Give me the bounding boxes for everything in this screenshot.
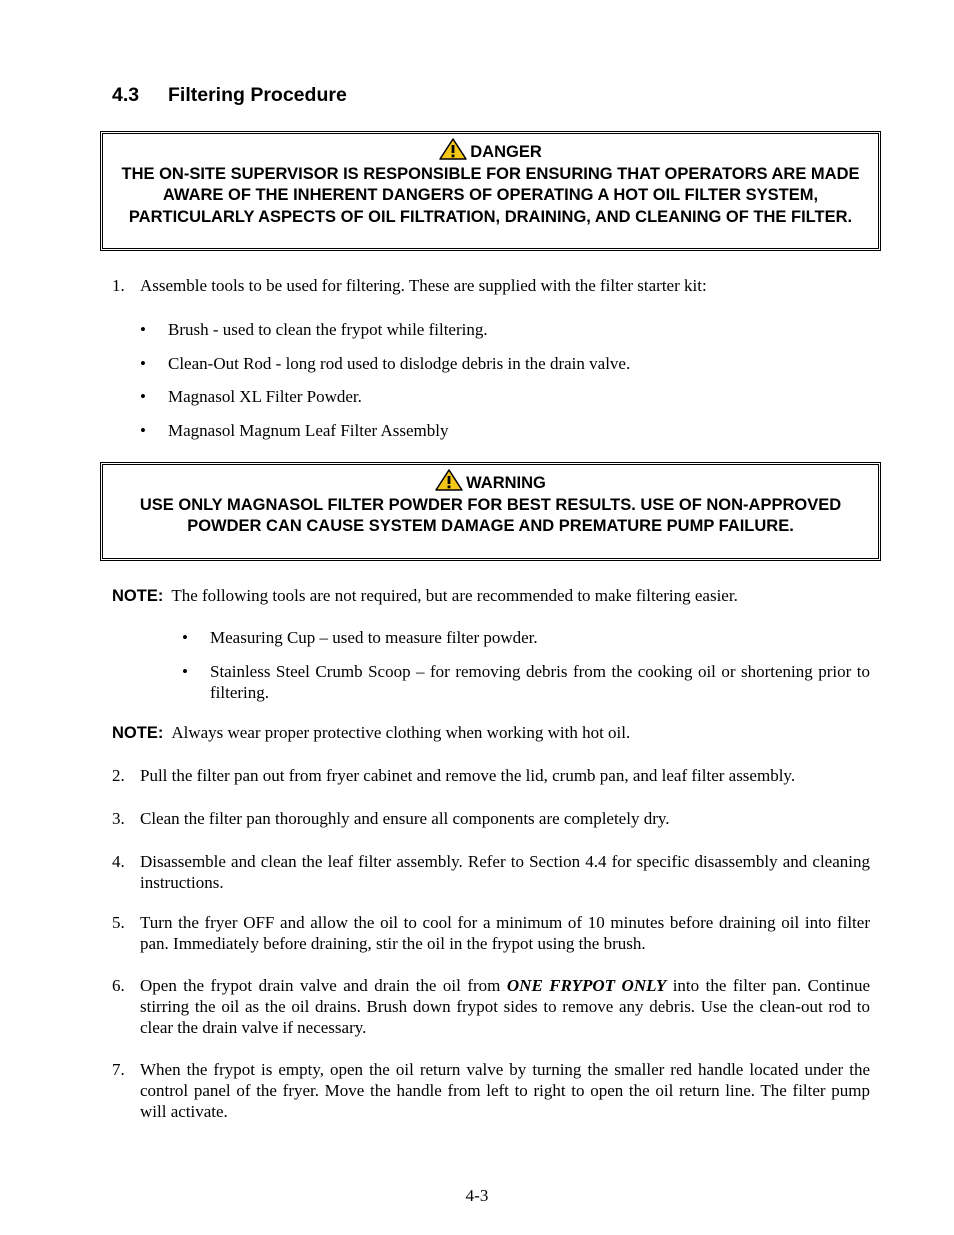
step-number: 4. [112, 852, 125, 871]
list-item [182, 661, 870, 703]
step-text: Disassemble and clean the leaf filter assembly. Refer to Section 4.4 for specific disassembly and cleaning instructions. [140, 852, 870, 892]
step-number: 7. [112, 1060, 125, 1079]
note-text: Always wear proper protective clothing when working with hot oil. [171, 723, 631, 742]
list-item [140, 420, 870, 441]
step-text-part: into the filter pan. Continue stirring the oil as the oil drains. Brush down frypot sides to remove any debris. Use the clean-out rod to clear the drain valve if necessary. [140, 976, 870, 1037]
section-title: Filtering Procedure [168, 84, 347, 106]
step-text: Clean the filter pan thoroughly and ensure all components are completely dry. [140, 809, 670, 828]
note-2 [112, 722, 870, 744]
danger-title: DANGER [470, 143, 542, 161]
bullet-icon: • [140, 354, 146, 373]
note-label: NOTE: [112, 587, 164, 605]
note-label: NOTE: [112, 724, 164, 742]
page-number: 4-3 [465, 1186, 489, 1205]
list-item [182, 627, 870, 648]
step-text: Assemble tools to be used for filtering. These are supplied with the filter starter kit: [140, 276, 707, 295]
bullet-icon: • [140, 387, 146, 406]
step-text: Pull the filter pan out from fryer cabinet and remove the lid, crumb pan, and leaf filter assembly. [140, 766, 796, 785]
list-item [140, 353, 870, 374]
step-3 [112, 808, 870, 829]
bullet-icon: • [182, 628, 188, 647]
note-1 [112, 585, 870, 607]
danger-text: THE ON-SITE SUPERVISOR IS RESPONSIBLE FOR ENSURING THAT OPERATORS ARE MADE AWARE OF THE INHERENT DANGERS OF OPERATING A HOT OIL FILTER SYSTEM, PARTICULARLY ASPECTS OF OIL FILTRATION, DRAINING, AND CLEANING OF THE FILTER. [121, 164, 860, 227]
warning-box [100, 462, 881, 561]
warning-text: USE ONLY MAGNASOL FILTER POWDER FOR BEST RESULTS. USE OF NON-APPROVED POWDER CAN CAUSE SYSTEM DAMAGE AND PREMATURE PUMP FAILURE. [139, 495, 842, 536]
danger-box [100, 131, 881, 251]
step-7 [112, 1059, 870, 1122]
warning-title: WARNING [466, 474, 546, 492]
list-item [140, 319, 870, 340]
danger-title-line [119, 138, 862, 164]
warning-triangle-icon [435, 469, 463, 491]
step-5 [112, 912, 870, 954]
step-emphasis: ONE FRYPOT ONLY [506, 976, 667, 995]
step-number: 3. [112, 809, 125, 828]
step-text-part: Open the frypot drain valve and drain the oil from [140, 976, 507, 995]
step-text: When the frypot is empty, open the oil return valve by turning the smaller red handle located under the control panel of the fryer. Move the handle from left to right to open the oil return line. The filter pump will activate. [140, 1060, 870, 1121]
step-text [140, 975, 870, 1038]
list-item [140, 386, 870, 407]
bullet-icon: • [140, 421, 146, 440]
list-item-text: Magnasol XL Filter Powder. [168, 387, 362, 406]
list-item-text: Clean-Out Rod - long rod used to dislodge debris in the drain valve. [168, 354, 631, 373]
note-text: The following tools are not required, but are recommended to make filtering easier. [171, 586, 738, 605]
list-item-text: Brush - used to clean the frypot while filtering. [168, 320, 488, 339]
bullet-icon: • [140, 320, 146, 339]
step-number: 5. [112, 913, 125, 932]
list-item-text: Stainless Steel Crumb Scoop – for removing debris from the cooking oil or shortening prior to filtering. [210, 662, 870, 702]
step-number: 1. [112, 276, 125, 295]
step-number: 6. [112, 976, 125, 995]
bullet-icon: • [182, 662, 188, 681]
step-6 [112, 975, 870, 1038]
step-2 [112, 765, 870, 786]
warning-triangle-icon [439, 138, 467, 160]
step-1 [112, 275, 870, 296]
list-item-text: Magnasol Magnum Leaf Filter Assembly [168, 421, 449, 440]
section-number: 4.3 [112, 84, 140, 106]
list-item-text: Measuring Cup – used to measure filter powder. [210, 628, 538, 647]
warning-title-line [119, 469, 862, 495]
step-number: 2. [112, 766, 125, 785]
section-heading [112, 85, 347, 106]
step-4 [112, 851, 870, 893]
step-text: Turn the fryer OFF and allow the oil to cool for a minimum of 10 minutes before draining oil into filter pan. Immediately before draining, stir the oil in the frypot using the brush. [140, 913, 870, 953]
